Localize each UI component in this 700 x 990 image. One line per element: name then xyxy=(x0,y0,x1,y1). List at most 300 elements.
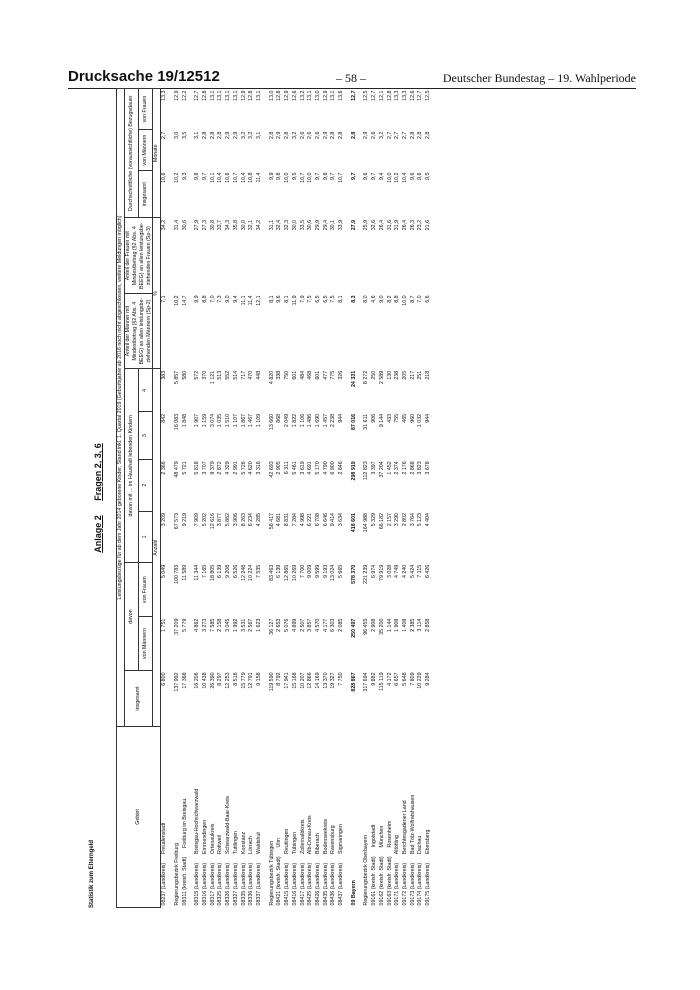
region-name: 08415 (Landkreis) Reutlingen xyxy=(284,828,291,906)
page-number: – 58 – xyxy=(336,71,366,85)
table-cell: 58 417 xyxy=(268,513,275,530)
table-cell: 448 xyxy=(255,370,262,380)
region-name: Regierungsbezirk Oberbayern xyxy=(363,834,370,906)
table-row xyxy=(256,89,264,908)
table-cell: 9 284 xyxy=(425,672,432,686)
table-cell: 13,3 xyxy=(161,90,168,101)
table-cell: 7 750 xyxy=(338,672,345,686)
table-cell: 828 867 xyxy=(350,672,357,692)
table-cell: 16 206 xyxy=(194,672,201,689)
table-cell: 6 708 xyxy=(314,513,321,527)
table-cell: 9,7 xyxy=(202,172,209,180)
table-row xyxy=(194,89,202,908)
table-cell: 9,3 xyxy=(181,172,188,180)
table-cell: 26,4 xyxy=(378,219,385,231)
table-cell: 2,9 xyxy=(225,131,232,139)
col-davon-mit: davon mit ... im Haushalt lebenden Kindern xyxy=(124,369,138,563)
table-cell: 5 123 xyxy=(417,513,424,527)
table-cell: 750 xyxy=(284,370,291,380)
region-name: Regierungsbezirk Freiburg xyxy=(173,843,180,906)
table-cell: 10,7 xyxy=(299,172,306,183)
table-cell: 2,7 xyxy=(394,131,401,139)
table-cell: 9 882 xyxy=(371,672,378,686)
table-cell: 2,9 xyxy=(276,131,283,139)
table-cell: 9,7 xyxy=(350,172,357,180)
table-cell: 370 xyxy=(202,370,209,380)
col-kinder-4: 4 xyxy=(139,369,153,412)
table-cell: 10,2 xyxy=(173,295,180,306)
table-row xyxy=(241,89,249,908)
table-cell: 12,7 xyxy=(350,90,357,101)
table-cell: 10,1 xyxy=(209,172,216,183)
table-cell: 3 045 xyxy=(225,618,232,632)
table-cell: 2,6 xyxy=(371,131,378,139)
table-cell: 30,1 xyxy=(330,219,337,231)
table-cell: 2,7 xyxy=(386,131,393,139)
table-cell: 66 182 xyxy=(378,513,385,530)
statistics-table xyxy=(116,88,433,908)
table-cell: 7,9 xyxy=(299,295,306,303)
table-cell: 868 xyxy=(276,413,283,423)
table-cell: 9,5 xyxy=(425,172,432,180)
table-cell: 10,6 xyxy=(161,172,168,183)
table-cell: 34,2 xyxy=(255,219,262,231)
col-anteil-maenner: Anteil der Männer mit Mindestbetrag (§2 Abs. 4 BEEG) an allen leistungsbeziehenden Männern (Sp-2) xyxy=(124,293,153,368)
table-cell: 8,8 xyxy=(394,295,401,303)
table-row xyxy=(233,89,241,908)
table-cell: 1 751 xyxy=(161,618,168,632)
table-cell: 33,7 xyxy=(217,219,224,231)
table-cell: 1 908 xyxy=(394,618,401,632)
table-cell: 468 xyxy=(307,370,314,380)
region-name: 08437 (Landkreis) Sigmaringen xyxy=(338,824,345,906)
table-cell: 100 783 xyxy=(173,564,180,584)
table-cell: 433 xyxy=(386,413,393,423)
table-cell: 3 678 xyxy=(425,461,432,475)
table-cell: 484 xyxy=(299,370,306,380)
table-cell: 30,0 xyxy=(240,219,247,231)
table-cell: 17 941 xyxy=(284,672,291,689)
table-cell: 4 899 xyxy=(291,618,298,632)
region-name: 09172 (Landkreis) Berchtesgadener Land xyxy=(401,800,408,906)
region-name: 08336 (Landkreis) Lörrach xyxy=(248,836,255,906)
region-name: 08421 (kreisfr. Stadt) Ulm xyxy=(276,838,283,906)
table-cell: 9 379 xyxy=(209,461,216,475)
table-cell: 7,1 xyxy=(161,295,168,303)
table-cell: 3 316 xyxy=(255,461,262,475)
table-cell: 1 159 xyxy=(202,413,209,428)
table-cell: 27,9 xyxy=(350,219,357,231)
table-cell: 238 xyxy=(394,370,401,380)
table-cell: 6 234 xyxy=(248,513,255,527)
col-von-frauen: von Frauen xyxy=(139,563,153,617)
table-cell: 10,4 xyxy=(240,172,247,183)
table-cell: 4 404 xyxy=(425,513,432,527)
table-cell: 27,9 xyxy=(194,219,201,231)
table-cell: 21,6 xyxy=(425,219,432,231)
table-cell: 26,4 xyxy=(401,219,408,231)
table-cell: 12 253 xyxy=(225,672,232,689)
table-cell: 2,8 xyxy=(338,131,345,139)
col-gebiet: Gebiet xyxy=(117,726,161,907)
table-cell: 2,8 xyxy=(417,131,424,139)
table-row xyxy=(292,89,300,908)
table-cell: 2,9 xyxy=(363,131,370,139)
table-cell: 1 109 xyxy=(255,413,262,428)
table-cell: 5 818 xyxy=(194,461,201,475)
table-cell: 8 518 xyxy=(232,672,239,686)
table-cell: 338 xyxy=(276,370,283,380)
table-cell: 4 998 xyxy=(299,513,306,527)
table-cell: 17 368 xyxy=(181,672,188,689)
table-cell: 11,1 xyxy=(240,295,247,306)
table-cell: 115 119 xyxy=(378,672,385,691)
table-cell: 2 802 xyxy=(401,513,408,527)
table-cell: 3 290 xyxy=(394,513,401,527)
table-cell: 37 209 xyxy=(173,618,180,635)
table-cell: 6 139 xyxy=(217,564,224,579)
table-cell: 10 224 xyxy=(248,564,255,581)
table-cell: 12,7 xyxy=(417,90,424,101)
table-cell: 4 620 xyxy=(248,461,255,475)
table-cell: 1 486 xyxy=(307,413,314,428)
table-cell: 32,3 xyxy=(284,219,291,231)
table-cell: 4 172 xyxy=(386,672,393,686)
table-cell: 205 xyxy=(401,370,408,380)
table-cell: 298 919 xyxy=(350,461,357,481)
table-cell: 1 510 xyxy=(225,413,232,428)
table-cell: 2,7 xyxy=(161,131,168,139)
table-cell: 250 xyxy=(371,370,378,380)
table-cell: 7 700 xyxy=(299,564,306,579)
table-cell: 33,5 xyxy=(299,219,306,231)
table-cell: 717 xyxy=(240,370,247,380)
table-cell: 33,9 xyxy=(338,219,345,231)
table-cell: 11,9 xyxy=(291,295,298,306)
table-cell: 12,8 xyxy=(202,90,209,101)
region-name: 08417 (Landkreis) Zollernalbkreis xyxy=(299,819,306,906)
table-cell: 2 858 xyxy=(425,618,432,632)
table-cell: 13,2 xyxy=(299,90,306,101)
table-cell: 755 xyxy=(394,413,401,423)
region-name: 09175 (Landkreis) Ebersberg xyxy=(425,829,432,906)
table-cell: 1 408 xyxy=(401,618,408,632)
table-cell: 13,1 xyxy=(217,90,224,101)
table-cell: 1 623 xyxy=(255,618,262,632)
table-cell: 2,8 xyxy=(268,131,275,139)
table-cell: 1 848 xyxy=(181,413,188,428)
table-cell: 12,1 xyxy=(255,295,262,306)
table-cell: 9 193 xyxy=(322,564,329,579)
table-cell: 5 648 xyxy=(401,672,408,686)
table-cell: 79 919 xyxy=(378,564,385,581)
table-cell: 35,8 xyxy=(232,219,239,231)
table-cell: 6 221 xyxy=(307,513,314,527)
table-cell: 8 297 xyxy=(217,672,224,686)
region-name: Regierungsbezirk Tübingen xyxy=(268,840,275,906)
table-cell: 2,8 xyxy=(284,131,291,139)
table-cell: 513 xyxy=(217,370,224,380)
table-cell: 32,1 xyxy=(248,219,255,231)
table-cell: 2 905 xyxy=(276,461,283,475)
col-von-maennern: von Männern xyxy=(139,617,153,671)
unit-monate: Monate xyxy=(153,89,161,218)
table-cell: 2 872 xyxy=(217,461,224,475)
table-cell: 7,3 xyxy=(217,295,224,303)
table-cell: 12,8 xyxy=(276,90,283,101)
table-cell: 9,4 xyxy=(232,295,239,303)
table-cell: 3 877 xyxy=(217,513,224,527)
table-cell: 2,9 xyxy=(322,131,329,139)
table-row xyxy=(174,89,182,908)
table-cell: 9 414 xyxy=(330,513,337,527)
table-cell: 13 370 xyxy=(322,672,329,689)
col-kinder-2: 2 xyxy=(139,459,153,511)
region-name: 08335 (Landkreis) Konstanz xyxy=(240,831,247,906)
table-cell: 5 857 xyxy=(173,370,180,385)
table-cell: 601 xyxy=(291,370,298,380)
table-cell: 9,0 xyxy=(225,295,232,303)
table-cell: 3 074 xyxy=(209,413,216,428)
table-caption: Statistik zum Elterngeld xyxy=(89,839,95,908)
table-cell: 5 329 xyxy=(371,513,378,527)
table-cell: 2 374 xyxy=(394,461,401,475)
table-cell: 9 208 xyxy=(225,564,232,579)
table-cell: 13,1 xyxy=(330,90,337,101)
region-name: 08326 (Landkreis) Schwarzwald-Baar-Kreis xyxy=(225,795,232,906)
table-cell: 5 049 xyxy=(161,564,168,579)
table-cell: 13 024 xyxy=(330,564,337,581)
publisher: Deutscher Bundestag – 19. Wahlperiode xyxy=(442,71,636,85)
table-cell: 7 115 xyxy=(417,564,424,578)
table-cell: 31,9 xyxy=(394,219,401,231)
region-name: 08317 (Landkreis) Ortenaukreis xyxy=(209,823,216,906)
table-cell: 7 165 xyxy=(202,564,209,579)
table-cell: 2,7 xyxy=(401,131,408,139)
table-cell: 580 xyxy=(181,370,188,380)
table-cell: 10 269 xyxy=(291,564,298,581)
table-cell: 2,8 xyxy=(209,131,216,139)
table-cell: 3 634 xyxy=(338,513,345,527)
table-cell: 12,8 xyxy=(386,90,393,101)
table-cell: 5 202 xyxy=(202,513,209,527)
table-cell: 6 526 xyxy=(232,564,239,579)
table-cell: 2 507 xyxy=(299,618,306,632)
document-number: Drucksache 19/12512 xyxy=(68,68,220,85)
table-cell: 2 366 xyxy=(161,461,168,475)
table-row xyxy=(182,89,190,908)
table-cell: 14 169 xyxy=(314,672,321,689)
table-cell: 13,1 xyxy=(209,90,216,101)
table-cell: 1 992 xyxy=(232,618,239,632)
table-cell: 11 344 xyxy=(194,564,201,581)
table-cell: 2,6 xyxy=(299,131,306,139)
table-cell: 24 331 xyxy=(350,370,357,388)
table-cell: 552 xyxy=(225,370,232,380)
table-cell: 1 121 xyxy=(209,370,216,385)
table-cell: 775 xyxy=(330,370,337,380)
table-cell: 12,7 xyxy=(371,90,378,101)
page-header xyxy=(68,68,636,89)
table-cell: 4 691 xyxy=(307,461,314,475)
table-cell: 2 049 xyxy=(284,413,291,428)
table-cell: 164 988 xyxy=(363,513,370,533)
table-cell: 1 035 xyxy=(217,413,224,428)
table-row xyxy=(371,89,379,908)
table-cell: 9,8 xyxy=(322,172,329,180)
region-name: 08325 (Landkreis) Rottweil xyxy=(217,835,224,906)
table-cell: 3,2 xyxy=(291,131,298,139)
table-cell: 13,0 xyxy=(314,90,321,101)
table-cell: 8,2 xyxy=(386,295,393,303)
table-cell: 514 xyxy=(232,370,239,380)
table-cell: 9,6 xyxy=(417,172,424,180)
table-row xyxy=(363,89,371,908)
table-cell: 36 127 xyxy=(268,618,275,635)
col-bezugsdauer: Durchschnittliche (voraussichtliche) Bezugsdauer xyxy=(124,89,138,218)
table-cell: 12,7 xyxy=(194,90,201,101)
table-cell: 1 907 xyxy=(194,413,201,428)
region-name: 08435 (Landkreis) Bodenseekreis xyxy=(322,818,329,906)
col-bd-maennern: von Männern xyxy=(139,130,153,171)
table-cell: 13,1 xyxy=(255,90,262,101)
table-cell: 3,1 xyxy=(194,131,201,139)
table-cell: 83 463 xyxy=(268,564,275,581)
table-cell: 35 200 xyxy=(378,618,385,635)
table-cell: 2,8 xyxy=(425,131,432,139)
table-cell: 4 820 xyxy=(268,370,275,385)
table-cell: 130 xyxy=(386,370,393,380)
table-row xyxy=(323,89,331,908)
table-cell: 317 694 xyxy=(363,672,370,692)
table-cell: 13,3 xyxy=(401,90,408,101)
table-cell: 96 455 xyxy=(363,618,370,635)
table-row xyxy=(269,89,277,908)
table-cell: 6 303 xyxy=(330,618,337,632)
table-cell: 9,8 xyxy=(194,172,201,180)
table-cell: 2 085 xyxy=(338,618,345,632)
table-cell: 5 721 xyxy=(181,461,188,475)
table-cell: 10 229 xyxy=(417,672,424,689)
region-name: 08237 (Landkreis) Freudenstadt xyxy=(161,822,168,906)
table-row xyxy=(210,89,218,908)
table-cell: 13,1 xyxy=(232,90,239,101)
table-cell: 477 xyxy=(322,370,329,380)
table-cell: 10,8 xyxy=(248,172,255,183)
table-cell: 6 311 xyxy=(284,461,291,475)
anlage-label: Anlage 2 xyxy=(93,515,103,553)
table-cell: 7 535 xyxy=(255,564,262,579)
table-cell: 3,2 xyxy=(240,131,247,139)
table-cell: 3 906 xyxy=(232,513,239,527)
table-cell: 906 xyxy=(371,413,378,423)
table-cell: 578 370 xyxy=(350,564,357,584)
table-cell: 6 800 xyxy=(161,672,168,686)
table-cell: 6 426 xyxy=(425,564,432,579)
col-bd-frauen: von Frauen xyxy=(139,89,153,130)
table-cell: 11 589 xyxy=(181,564,188,581)
table-cell: 8,1 xyxy=(284,295,291,303)
table-row xyxy=(217,89,225,908)
table-cell: 4 681 xyxy=(276,513,283,527)
table-cell: 9,6 xyxy=(363,172,370,180)
table-row xyxy=(248,89,256,908)
table-cell: 2,8 xyxy=(217,131,224,139)
table-cell: 15 168 xyxy=(291,672,298,689)
table-cell: 10 438 xyxy=(202,672,209,689)
table-cell: 6 139 xyxy=(276,564,283,579)
table-cell: 3 531 xyxy=(240,618,247,632)
table-cell: 4 240 xyxy=(401,564,408,579)
table-cell: 3,0 xyxy=(173,131,180,139)
table-cell: 12,1 xyxy=(378,90,385,101)
table-cell: 218 xyxy=(425,370,432,380)
table-cell: 19 327 xyxy=(330,672,337,689)
table-cell: 4 862 xyxy=(194,618,201,632)
table-cell: 4,6 xyxy=(371,295,378,303)
table-cell: 3 707 xyxy=(202,461,209,475)
table-cell: 16 083 xyxy=(173,413,180,431)
table-cell: 2 385 xyxy=(409,618,416,632)
table-cell: 10,0 xyxy=(401,295,408,306)
table-cell: 12,9 xyxy=(240,90,247,101)
table-cell: 13,6 xyxy=(338,90,345,101)
table-cell: 12,2 xyxy=(181,90,188,101)
table-cell: 2 157 xyxy=(386,513,393,527)
table-cell: 7 284 xyxy=(291,513,298,527)
col-insgesamt: insgesamt xyxy=(124,670,153,726)
table-cell: 37 204 xyxy=(378,461,385,478)
table-cell: 2,9 xyxy=(232,131,239,139)
table-cell: 1 822 xyxy=(291,413,298,428)
table-cell: 572 xyxy=(194,370,201,380)
table-cell: 32,4 xyxy=(276,219,283,231)
table-cell: 2 176 xyxy=(401,461,408,475)
table-cell: 14,7 xyxy=(181,295,188,306)
table-cell: 12,9 xyxy=(284,90,291,101)
table-row xyxy=(394,89,402,908)
table-cell: 9,9 xyxy=(194,295,201,303)
table-cell: 9,9 xyxy=(268,172,275,180)
table-cell: 12,9 xyxy=(173,90,180,101)
table-cell: 31,1 xyxy=(268,219,275,231)
table-cell: 8,3 xyxy=(350,295,357,303)
table-cell: 12,6 xyxy=(409,90,416,101)
table-cell: 7,0 xyxy=(209,295,216,303)
region-name: 08337 (Landkreis) Waldshut xyxy=(255,832,262,906)
region-name: 09174 (Landkreis) Dachau xyxy=(417,835,424,906)
table-cell: 10,0 xyxy=(386,172,393,183)
table-cell: 10,2 xyxy=(394,172,401,183)
table-row xyxy=(284,89,292,908)
table-cell: 32,6 xyxy=(371,219,378,231)
table-cell: 944 xyxy=(425,413,432,423)
table-cell: 9,8 xyxy=(276,172,283,180)
region-name: 08315 (Landkreis) Breisgau-Hochschwarzwald xyxy=(194,788,201,906)
table-cell: 2 653 xyxy=(276,618,283,632)
table-cell: 1 144 xyxy=(386,618,393,632)
table-cell: 10,0 xyxy=(307,172,314,183)
table-cell: 10,2 xyxy=(173,172,180,183)
table-cell: 250 497 xyxy=(350,618,357,638)
table-cell: 30,0 xyxy=(291,219,298,231)
table-cell: 2 868 xyxy=(409,461,416,475)
table-cell: 1 690 xyxy=(314,413,321,428)
table-row xyxy=(379,89,387,908)
table-cell: 5 076 xyxy=(284,618,291,632)
table-cell: 4 790 xyxy=(322,461,329,475)
region-name: 08426 (Landkreis) Biberach xyxy=(314,833,321,906)
